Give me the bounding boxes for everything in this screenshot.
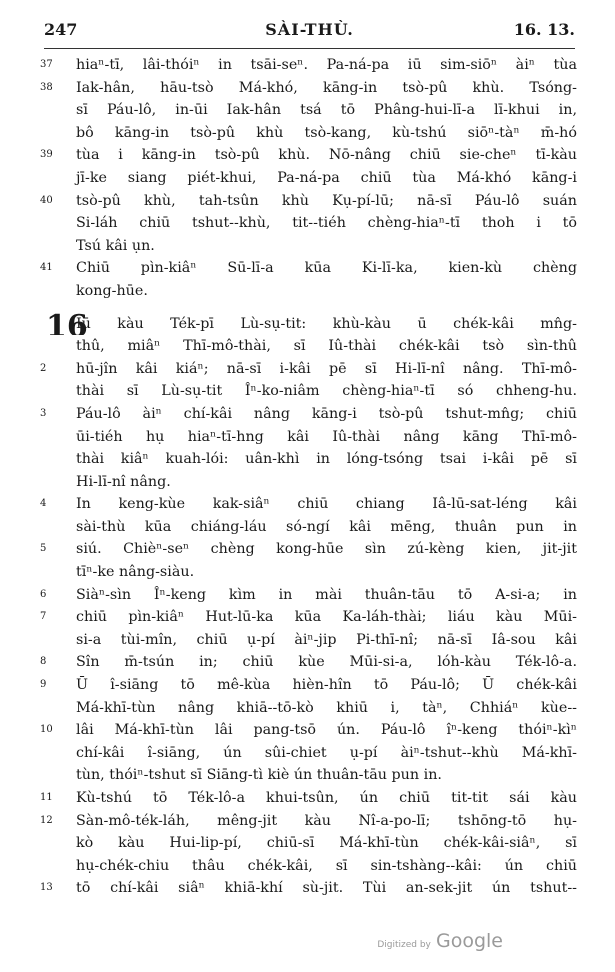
verse-text: thài sī Lù-sụ-tit Îⁿ-ko-niâm chèng-hiaⁿ-tī só chheng-hu.	[76, 383, 577, 400]
text-line	[0, 584, 615, 607]
verse-number: 9	[40, 679, 47, 691]
text-line	[0, 144, 615, 167]
text-line	[0, 651, 615, 674]
chapter-gap	[0, 303, 615, 313]
text-line	[0, 448, 615, 471]
text-line	[0, 426, 615, 449]
text-line	[0, 855, 615, 878]
text-line	[0, 190, 615, 213]
verse-number: 10	[40, 724, 53, 736]
verse-text: Má-khī-tùn nâng khiā--tō-kò khiū i, tàⁿ, Chhiáⁿ kùe--	[76, 699, 577, 716]
verse-number: 40	[40, 194, 53, 206]
verse-text: Kù-tshú tō Ték-lô-a khui-tsûn, ún chiū tit-tit sái kàu	[76, 790, 577, 806]
verse-text: Chiū pìn-kiâⁿ Sū-lī-a kūa Ki-lī-ka, kien-kù chèng	[76, 260, 577, 277]
chapter-verse-reference: 16. 13.	[513, 20, 575, 39]
verse-text: Siàⁿ-sìn Îⁿ-keng kìm in mài thuân-tāu tō A-si-a; in	[76, 586, 577, 603]
text-line	[0, 313, 615, 336]
verse-text: chí-kâi î-siāng, ún sûi-chiet ụ-pí àiⁿ-tshut--khù Má-khī-	[76, 744, 577, 761]
verse-number: 3	[40, 407, 47, 419]
text-line	[0, 122, 615, 145]
text-line	[0, 380, 615, 403]
verse-number: 4	[40, 498, 47, 510]
text-line	[0, 877, 615, 900]
verse-text: Iū kàu Ték-pī Lù-sụ-tit: khù-kàu ū chék-kâi mn̂g-	[76, 315, 577, 332]
text-line	[0, 742, 615, 765]
verse-text: Si-láh chiū tshut--khù, tit--tiéh chèng-hiaⁿ-tī thoh i tō	[76, 215, 577, 232]
page-number: 247	[44, 20, 78, 39]
verse-text: Sîn m̄-tsún in; chiū kùe Mūi-si-a, lóh-kàu Ték-lô-a.	[76, 654, 577, 671]
text-line	[0, 167, 615, 190]
text-line	[0, 99, 615, 122]
verse-text: tsò-pû khù, tah-tsûn khù Kụ-pí-lū; nā-sī Páu-lô suán	[76, 192, 577, 209]
verse-text: Tsú kâi ụn.	[76, 237, 155, 254]
verse-text: thài kiâⁿ kuah-lói: uân-khì in lóng-tsóng tsai i-kâi pē sī	[76, 451, 577, 468]
verse-text: si-a tùi-mîn, chiū ụ-pí àiⁿ-jip Pi-thī-nî; nā-sī Iâ-sou kâi	[76, 631, 577, 648]
verse-number: 38	[40, 81, 53, 93]
text-line	[0, 493, 615, 516]
text-line	[0, 358, 615, 381]
verse-text: Ū î-siāng tō mê-kùa hièn-hîn tō Páu-lô; Ū chék-kâi	[76, 677, 577, 694]
text-line	[0, 674, 615, 697]
text-line	[0, 335, 615, 358]
verse-text: siú. Chièⁿ-seⁿ chèng kong-hūe sìn zú-kèng kien, jit-jit	[76, 541, 577, 558]
verse-text: hiaⁿ-tī, lâi-thóiⁿ in tsāi-seⁿ. Pa-ná-pa iū sim-siōⁿ àiⁿ tùa	[76, 57, 577, 73]
text-body	[0, 54, 615, 900]
verse-text: ūi-tiéh hụ hiaⁿ-tī-hng kâi Iû-thài nâng kāng Thī-mô-	[76, 428, 577, 445]
verse-text: Iak-hân, hāu-tsò Má-khó, kāng-in tsò-pû khù. Tsóng-	[76, 79, 577, 96]
text-line	[0, 719, 615, 742]
verse-text: bô kāng-in tsò-pû khù tsò-kang, kù-tshú siōⁿ-tàⁿ m̄-hó	[76, 124, 577, 141]
verse-number: 37	[40, 59, 53, 70]
verse-text: tùn, thóiⁿ-tshut sī Siāng-tì kiè ún thuân-tāu pun in.	[76, 767, 442, 784]
verse-text: tùa i kāng-in tsò-pû khù. Nō-nâng chiū sie-cheⁿ tī-kàu	[76, 147, 577, 164]
text-line	[0, 257, 615, 280]
verse-text: hū-jîn kâi kiáⁿ; nā-sī i-kâi pē sī Hi-lī-nî nâng. Thī-mô-	[76, 360, 577, 377]
running-header	[44, 20, 575, 44]
text-line	[0, 516, 615, 539]
verse-text: kong-hūe.	[76, 282, 148, 299]
verse-text: thû, miâⁿ Thī-mô-thài, sī Iû-thài chék-kâi tsò sìn-thû	[76, 338, 577, 355]
text-line	[0, 471, 615, 494]
watermark-logo-text: Google	[435, 930, 503, 952]
verse-text: chiū pìn-kiâⁿ Hut-lū-ka kūa Ka-láh-thài; liáu kàu Mūi-	[76, 609, 577, 626]
text-line	[0, 810, 615, 833]
text-line	[0, 212, 615, 235]
text-line	[0, 606, 615, 629]
verse-text: sī Páu-lô, in-ūi Iak-hân tsá tō Phâng-hui-lī-a lī-khui in,	[76, 102, 577, 119]
verse-number: 7	[40, 611, 47, 623]
running-title: SÀI-THÙ.	[265, 20, 354, 39]
verse-number: 12	[40, 814, 53, 826]
verse-text: tīⁿ-ke nâng-siàu.	[76, 564, 195, 581]
text-line	[0, 538, 615, 561]
verse-number: 13	[40, 882, 53, 894]
verse-text: tō chí-kâi siâⁿ khiā-khí sù-jit. Tùi an-sek-jit ún tshut--	[76, 880, 577, 897]
verse-text: kò kàu Hui-lip-pí, chiū-sī Má-khī-tùn chék-kâi-siâⁿ, sī	[76, 835, 577, 852]
text-line	[0, 764, 615, 787]
verse-text: lâi Má-khī-tùn lâi pang-tsō ún. Páu-lô îⁿ-keng thóiⁿ-kìⁿ	[76, 722, 577, 739]
verse-number: 11	[40, 792, 53, 803]
verse-text: Páu-lô àiⁿ chí-kâi nâng kāng-i tsò-pû tshut-mn̂g; chiū	[76, 405, 577, 422]
text-line	[0, 629, 615, 652]
verse-number: 41	[40, 262, 53, 274]
verse-text: jī-ke siang piét-khui, Pa-ná-pa chiū tùa Má-khó kāng-i	[76, 169, 577, 186]
text-line	[0, 235, 615, 258]
verse-text: Hi-lī-nî nâng.	[76, 473, 171, 490]
verse-text: Sàn-mô-ték-láh, mêng-jit kàu Nî-a-po-lī; tshōng-tō hụ-	[76, 812, 577, 829]
verse-number: 39	[40, 149, 53, 161]
verse-text: In keng-kùe kak-siâⁿ chiū chiang Iâ-lū-sat-léng kâi	[76, 496, 577, 513]
watermark-small-text: Digitized by	[377, 940, 431, 950]
verse-text: hụ-chék-chiu thâu chék-kâi, sī sin-tshàng--kâi: ún chiū	[76, 857, 577, 874]
text-line	[0, 54, 615, 77]
text-line	[0, 787, 615, 810]
header-rule	[44, 48, 575, 49]
text-line	[0, 403, 615, 426]
digitized-watermark	[377, 930, 503, 952]
text-line	[0, 832, 615, 855]
verse-number: 8	[40, 656, 47, 668]
text-line	[0, 561, 615, 584]
text-line	[0, 77, 615, 100]
verse-number: 5	[40, 543, 47, 555]
chapter-number: 16	[46, 312, 88, 336]
text-line	[0, 697, 615, 720]
verse-text: sài-thù kūa chiáng-láu só-ngí kâi mēng, thuân pun in	[76, 518, 577, 535]
text-line	[0, 280, 615, 303]
verse-number: 2	[40, 362, 47, 374]
verse-number: 6	[40, 588, 47, 600]
